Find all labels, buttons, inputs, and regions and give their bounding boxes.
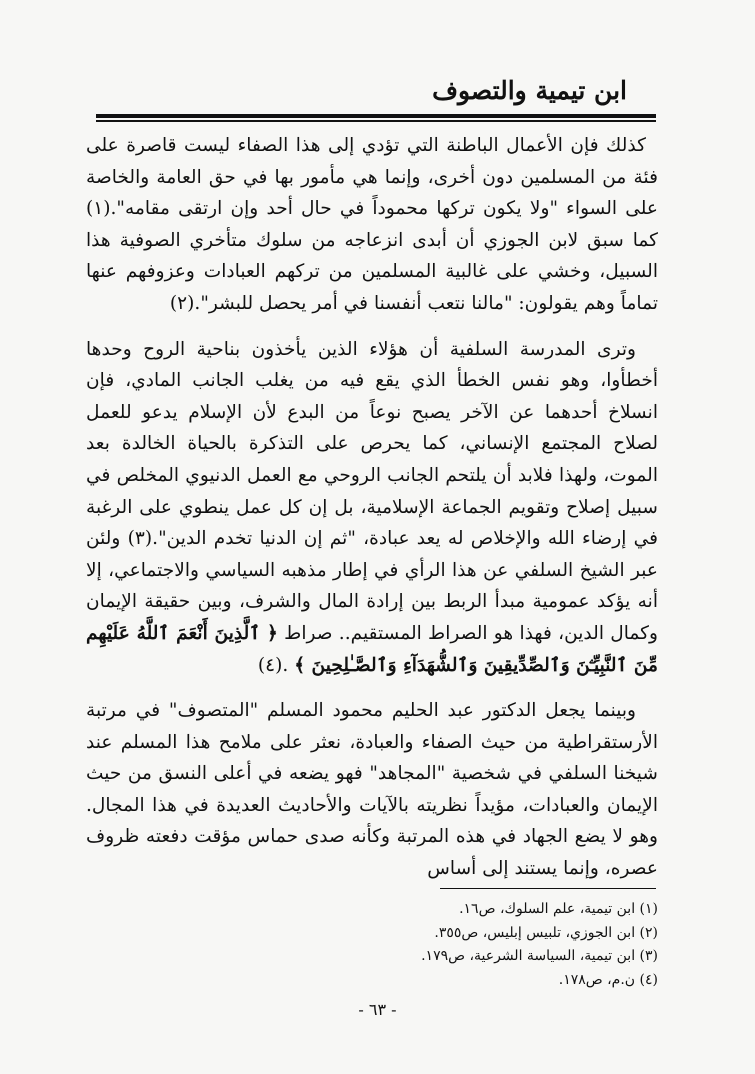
paragraph-3: وبينما يجعل الدكتور عبد الحليم محمود المسلم "المتصوف" في مرتبة الأرستقراطية من حيث الصفاء والعبادة، نعثر على ملامح هذا المسلم عند شيخنا السلفي في شخصية "المجاهد" فهو يضعه في أعلى النسق من حيث الإيمان والعبادات، مؤيداً نظريته بالآيات والأحاديث العديدة في هذا المجال. وهو لا يضع الجهاد في هذه المرتبة وكأنه صدى حماس مؤقت دفعته ظروف عصره، وإنما يستند إلى أساس: [86, 700, 658, 880]
verse-footnote-ref: .(٤): [257, 654, 289, 676]
footnote-4: (٤) ن.م، ص١٧٨.: [558, 971, 658, 988]
footnote-separator: [440, 888, 656, 889]
footnote-1: (١) ابن تيمية، علم السلوك، ص١٦.: [459, 901, 658, 917]
body-text: [86, 130, 658, 885]
footnote-2: (٢) ابن الجوزي، تلبيس إبليس، ص٣٥٥.: [434, 924, 658, 941]
paragraph-2-text: وترى المدرسة السلفية أن هؤلاء الذين يأخذون بناحية الروح وحدها أخطأوا، وهو نفس الخطأ الذي يقع فيه من يغلب الجانب المادي، فإن انسلاخ أحدهما عن الآخر يصبح نوعاً من البدع لأن الإسلام يدعو للعمل لصلاح المجتمع الإنساني، كما يحرص على التذكرة بالحياة الخالدة بعد الموت، ولهذا فلابد أن يلتحم الجانب الروحي مع العمل الدنيوي المخلص في سبيل إصلاح وتقويم الجماعة الإسلامية، بل إن كل عمل ينطوي على الرغبة في إرضاء الله والإخلاص له يعد عبادة، "ثم إن الدنيا تخدم الدين".(٣) ولئن عبر الشيخ السلفي عن هذا الرأي في إطار مذهبه السياسي والاجتماعي، إلا أنه يؤكد عمومية مبدأ الربط بين إرادة المال والشرف، وبين حقيقة الإيمان وكمال الدين، فهذا هو الصراط المستقيم.. صراط: [86, 338, 659, 644]
paragraph-1: كذلك فإن الأعمال الباطنة التي تؤدي إلى هذا الصفاء ليست قاصرة على فئة من المسلمين دون أخرى، وإنما هي مأمور بها في حق العامة والخاصة على السواء "ولا يكون تركها محموداً في حال أحد وإن ارتقى مقامه".(١) كما سبق لابن الجوزي أن أبدى انزعاجه من سلوك متأخري الصوفية هذا السبيل، وخشي على غالبية المسلمين من تركهم العبادات وعزوفهم عنها تماماً وهم يقولون: "مالنا نتعب أنفسنا في أمر يحصل للبشر".(٢): [86, 135, 658, 314]
header-rule-thick: [96, 114, 656, 118]
quran-verse: ﴿ ٱلَّذِينَ أَنْعَمَ ٱللَّهُ عَلَيْهِم مِّنَ ٱلنَّبِيِّـۧنَ وَٱلصِّدِّيقِينَ وَٱلشُّهَدَآءِ وَٱلصَّـٰلِحِينَ ﴾: [86, 622, 658, 676]
running-header-title: ابن تيمية والتصوف: [432, 76, 627, 105]
footnote-3: (٣) ابن تيمية، السياسة الشرعية، ص١٧٩.: [421, 948, 658, 964]
page-number: - ٦٣ -: [358, 1000, 397, 1019]
paragraph-2: [86, 334, 658, 682]
footnotes: [158, 898, 658, 992]
header-rule-thin: [96, 120, 656, 122]
